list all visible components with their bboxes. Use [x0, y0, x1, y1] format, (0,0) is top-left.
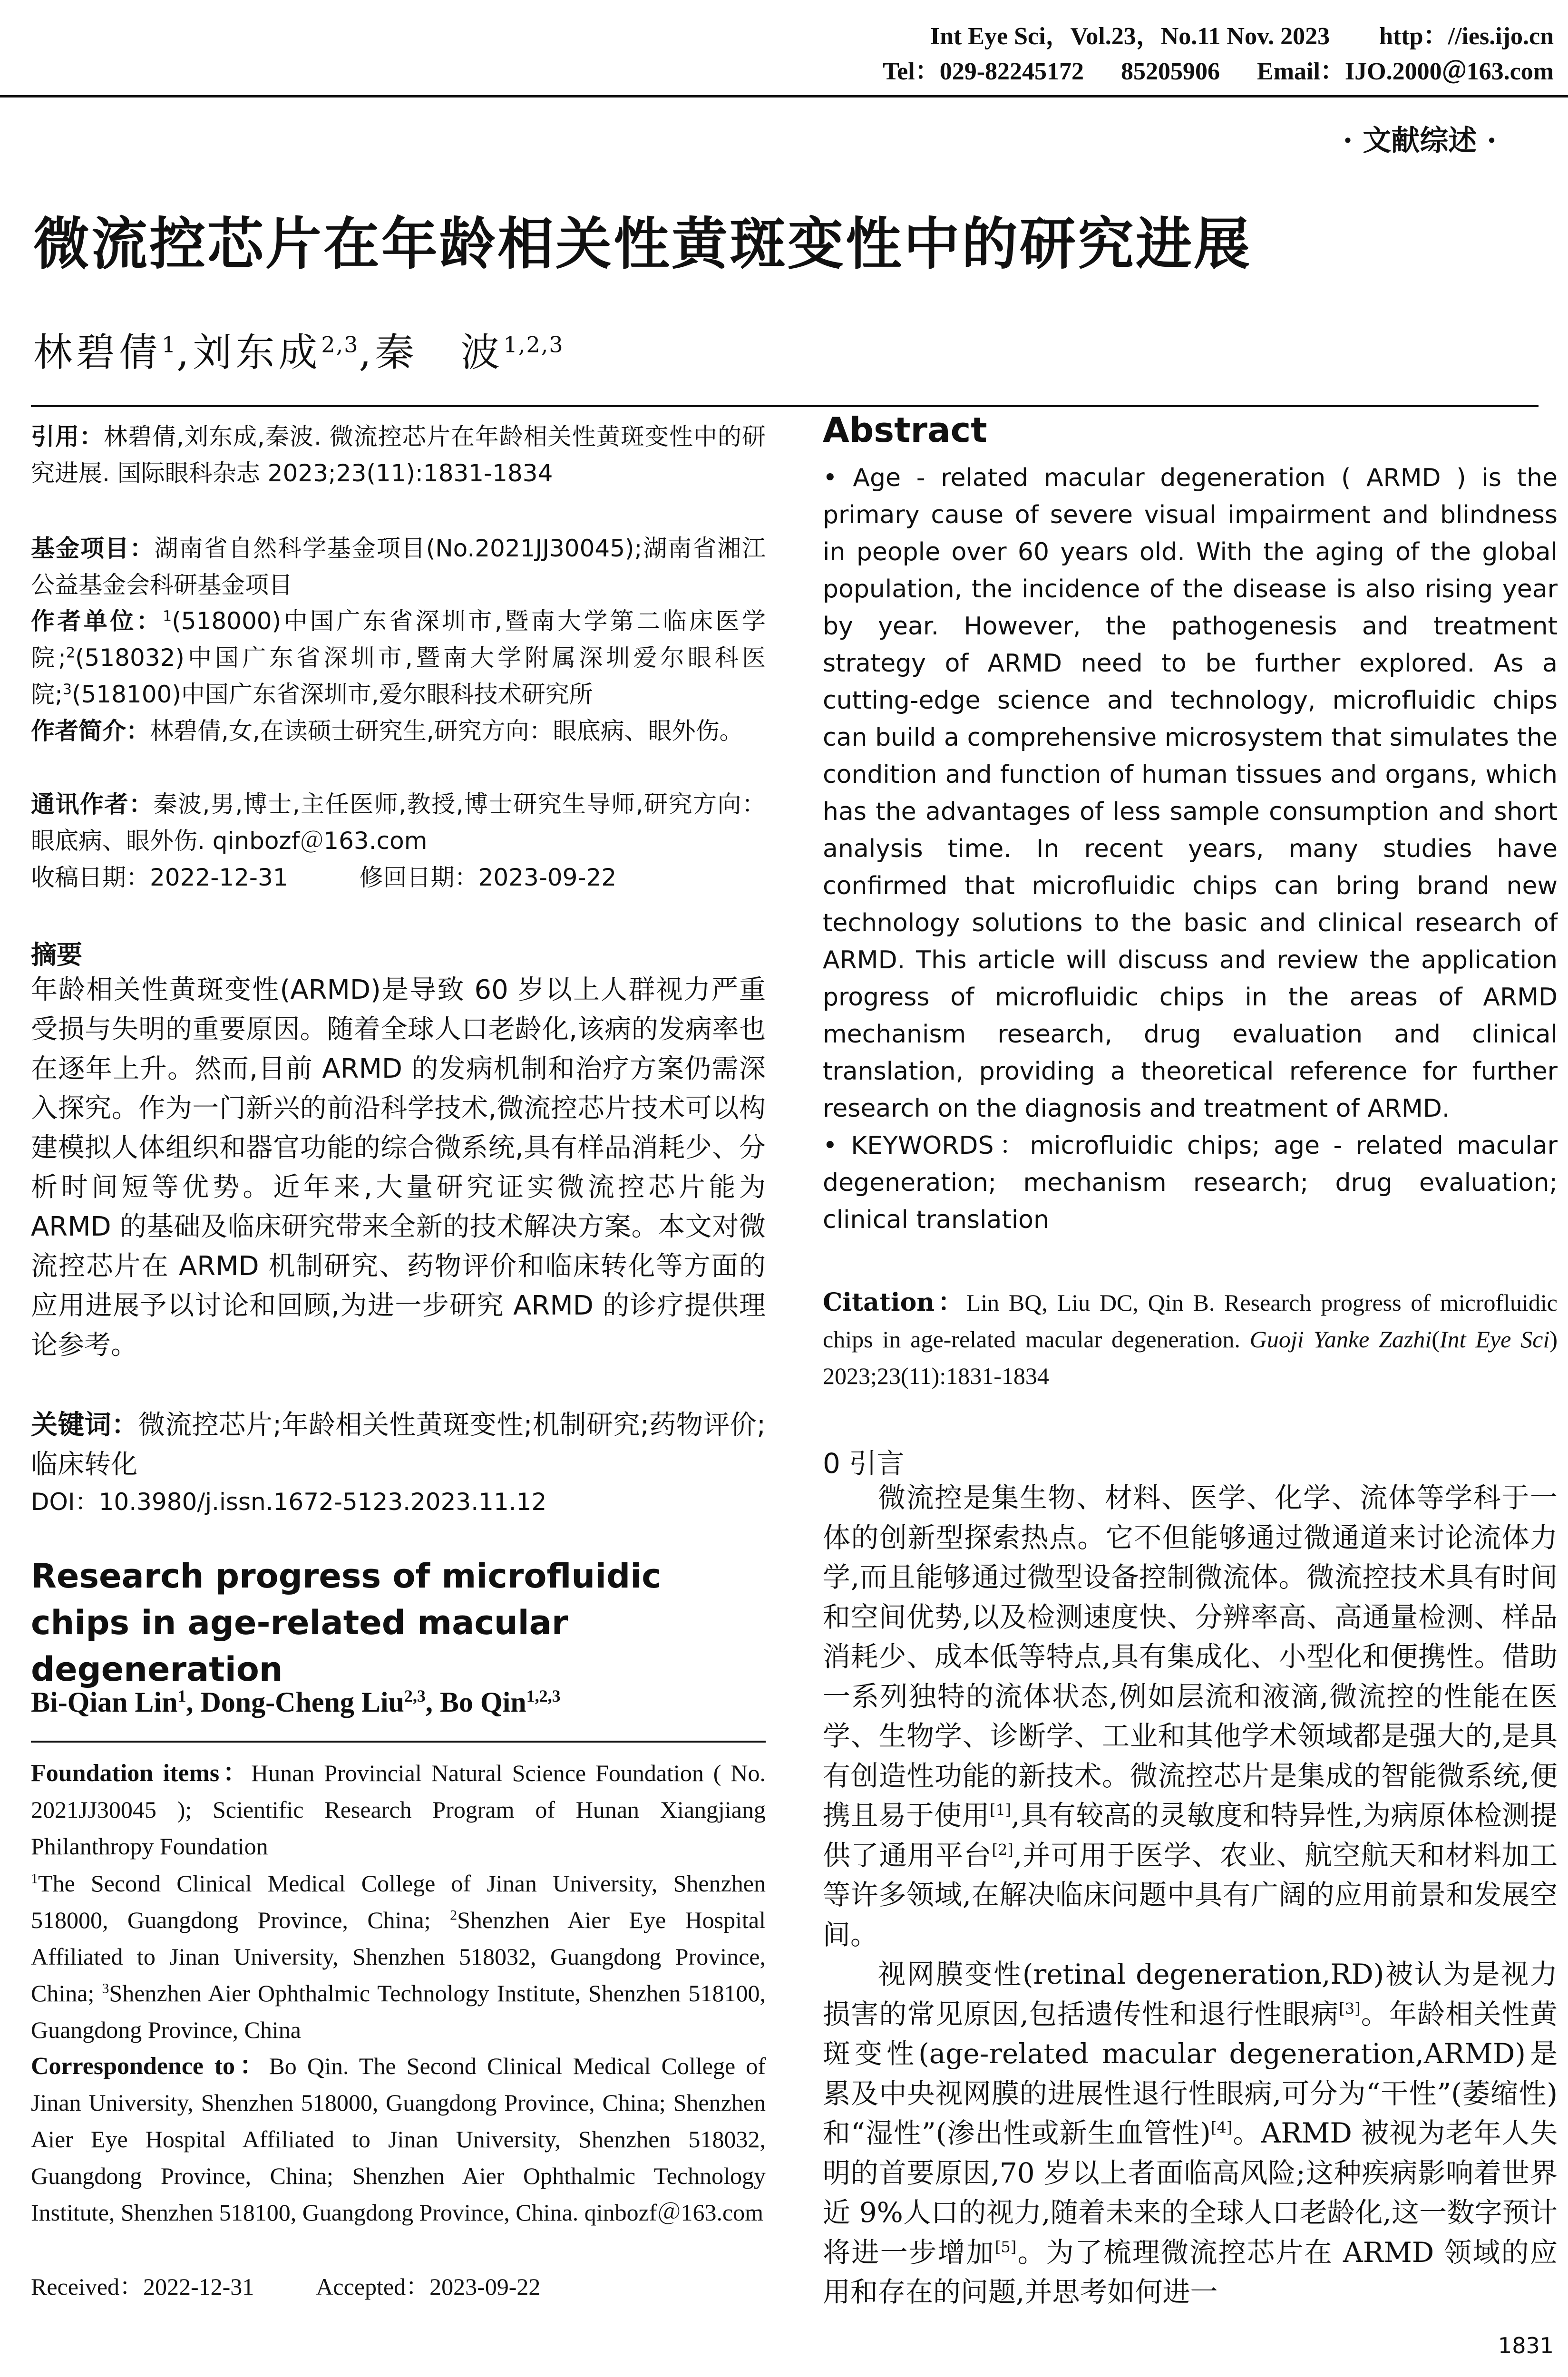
article-title-en: Research progress of microfluidic chips in age-related macular degeneration [31, 1557, 662, 1689]
left-rule [31, 1741, 766, 1743]
intro-body [823, 1478, 1558, 2312]
dates-en: Received：2022-12-31 Accepted：2023-09-22 [31, 2273, 541, 2300]
abstract-text-en: • Age - related macular degeneration ( ARMD ) is the primary cause of severe visual impairment and blindness in people over 60 years old. With the aging of the global population, the incidence of the disease is also rising year by year. However, the pathogenesis and treatment strategy of ARMD need to be further explored. As a cutting-edge science and technology, microfluidic chips can build a comprehensive microsystem that simulates the condition and function of human tissues and organs, which has the advantages of less sample consumption and short analysis time. In recent years, many studies have confirmed that microfluidic chips can bring brand new technology solutions to the basic and clinical research of ARMD. This article will discuss and review the application progress of microfluidic chips in the areas of ARMD mechanism research, drug evaluation and clinical translation, providing a theoretical reference for further research on the diagnosis and treatment of ARMD. [823, 464, 1558, 1123]
abstract-title-en: Abstract [823, 410, 987, 450]
journal-header-line2: Tel：029-82245172 85205906 Email：IJO.2000＠163.com [883, 58, 1554, 85]
affiliations-cn: 作者单位：$^1$(518000)中国广东省深圳市,暨南大学第二临床医学院;$^2$(518032)中国广东省深圳市,暨南大学附属深圳爱尔眼科医院;$^3$(518100)中国广东省深圳市,爱尔眼科技术研究所 [31, 607, 766, 708]
intro-paragraph-1: 微流控是集生物、材料、医学、化学、流体等学科于一体的创新型探索热点。它不但能够通过微通道来讨论流体力学,而且能够通过微型设备控制微流体。微流控技术具有时间和空间优势,以及检测速度快、分辨率高、高通量检测、样品消耗少、成本低等特点,具有集成化、小型化和便携性。借助一系列独特的流体状态,例如层流和液滴,微流控的性能在医学、生物学、诊断学、工业和其他学术领域都是强大的,是具有创造性功能的新技术。微流控芯片是集成的智能微系统,便携且易于使用[1],具有较高的灵敏度和特异性,为病原体检测提供了通用平台[2],并可用于医学、农业、航空航天和材料加工等许多领域,在解决临床问题中具有广阔的应用前景和发展空间。 [823, 1481, 1558, 1951]
citation-cn: 引用：林碧倩,刘东成,秦波. 微流控芯片在年龄相关性黄斑变性中的研究进展. 国际眼科杂志 2023;23(11):1831-1834 [31, 423, 766, 487]
keywords-en: • KEYWORDS：microfluidic chips; age - related macular degeneration; mechanism research; drug evaluation; clinical translation [823, 1131, 1558, 1234]
journal-header-line1: Int Eye Sci，Vol.23，No.11 Nov. 2023 http：//ies.ijo.cn [930, 23, 1554, 50]
keywords-cn: 关键词：微流控芯片;年龄相关性黄斑变性;机制研究;药物评价;临床转化 [31, 1410, 766, 1480]
author-intro-cn: 作者简介：林碧倩,女,在读硕士研究生,研究方向：眼底病、眼外伤。 [31, 717, 743, 745]
page-number: 1831 [1498, 2333, 1554, 2358]
citation-en: Citation：Lin BQ, Liu DC, Qin B. Research progress of microfluidic chips in age-related macular degeneration. Guoji Yanke Zazhi(Int Eye Sci) 2023;23(11):1831-1834 [823, 1288, 1558, 1389]
foundation-en: Foundation items：Hunan Provincial Natural Science Foundation ( No. 2021JJ30045 ); Scientific Research Program of Hunan Xiangjiang Philanthropy Foundation [31, 1760, 766, 1860]
abstract-text-cn: 年龄相关性黄斑变性(ARMD)是导致 60 岁以上人群视力严重受损与失明的重要原因。随着全球人口老龄化,该病的发病率也在逐年上升。然而,目前 ARMD 的发病机制和治疗方案仍需深入探究。作为一门新兴的前沿科学技术,微流控芯片技术可以构建模拟人体组织和器官功能的综合微系统,具有样品消耗少、分析时间短等优势。近年来,大量研究证实微流控芯片能为 ARMD 的基础及临床研究带来全新的技术解决方案。本文对微流控芯片在 ARMD 机制研究、药物评价和临床转化等方面的应用进展予以讨论和回顾,为进一步研究 ARMD 的诊疗提供理论参考。 [31, 974, 766, 1361]
correspondence-en: Correspondence to：Bo Qin. The Second Clinical Medical College of Jinan University, Shenzhen 518000, Guangdong Province, China; Shenzhen Aier Eye Hospital Affiliated to Jinan University, Shenzhen 518032, Guangdong Province, China; Shenzhen Aier Ophthalmic Technology Institute, Shenzhen 518100, Guangdong Province, China. qinbozf＠163.com [31, 2053, 766, 2226]
dates-cn: 收稿日期：2022-12-31 修回日期：2023-09-22 [31, 864, 617, 891]
top-rule [31, 405, 1539, 407]
intro-paragraph-2: 视网膜变性(retinal degeneration,RD)被认为是视力损害的常见原因,包括遗传性和退行性眼病[3]。年龄相关性黄斑变性(age-related macular degeneration,ARMD)是累及中央视网膜的进展性退行性眼病,可分为“干性”(萎缩性)和“湿性”(渗出性或新生血管性)[4]。ARMD 被视为老年人失明的首要原因,70 岁以上者面临高风险;这种疾病影响着世界近 9%人口的视力,随着未来的全球人口老龄化,这一数字预计将进一步增加[5]。为了梳理微流控芯片在 ARMD 领域的应用和存在的问题,并思考如何进一 [823, 1958, 1558, 2308]
doi: DOI：10.3980/j.issn.1672-5123.2023.11.12 [31, 1488, 547, 1516]
authors-cn: 林碧倩$^1$,刘东成$^{2,3}$,秦 波$^{1,2,3}$ [33, 330, 564, 375]
article-title-cn: 微流控芯片在年龄相关性黄斑变性中的研究进展 [33, 211, 1252, 277]
abstract-heading-cn: 摘要 [31, 940, 82, 970]
foundation-cn: 基金项目：湖南省自然科学基金项目(No.2021JJ30045);湖南省湘江公益基金会科研基金项目 [31, 535, 766, 599]
header-rule [0, 95, 1568, 97]
authors-en: Bi-Qian Lin$^1$, Dong-Cheng Liu$^{2,3}$, Bo Qin$^{1,2,3}$ [31, 1686, 561, 1718]
correspondence-cn: 通讯作者：秦波,男,博士,主任医师,教授,博士研究生导师,研究方向：眼底病、眼外伤. qinbozf＠163.com [31, 790, 766, 855]
section-heading-intro: 0 引言 [823, 1447, 905, 1480]
section-tag: · 文献综述 · [1343, 124, 1497, 157]
affiliations-en: $^1$The Second Clinical Medical College of Jinan University, Shenzhen 518000, Guangdong Province, China; $^2$Shenzhen Aier Eye Hospital Affiliated to Jinan University, Shenzhen 518032, Guangdong Province, China; $^3$Shenzhen Aier Ophthalmic Technology Institute, Shenzhen 518100, Guangdong Province, China [31, 1870, 766, 2043]
